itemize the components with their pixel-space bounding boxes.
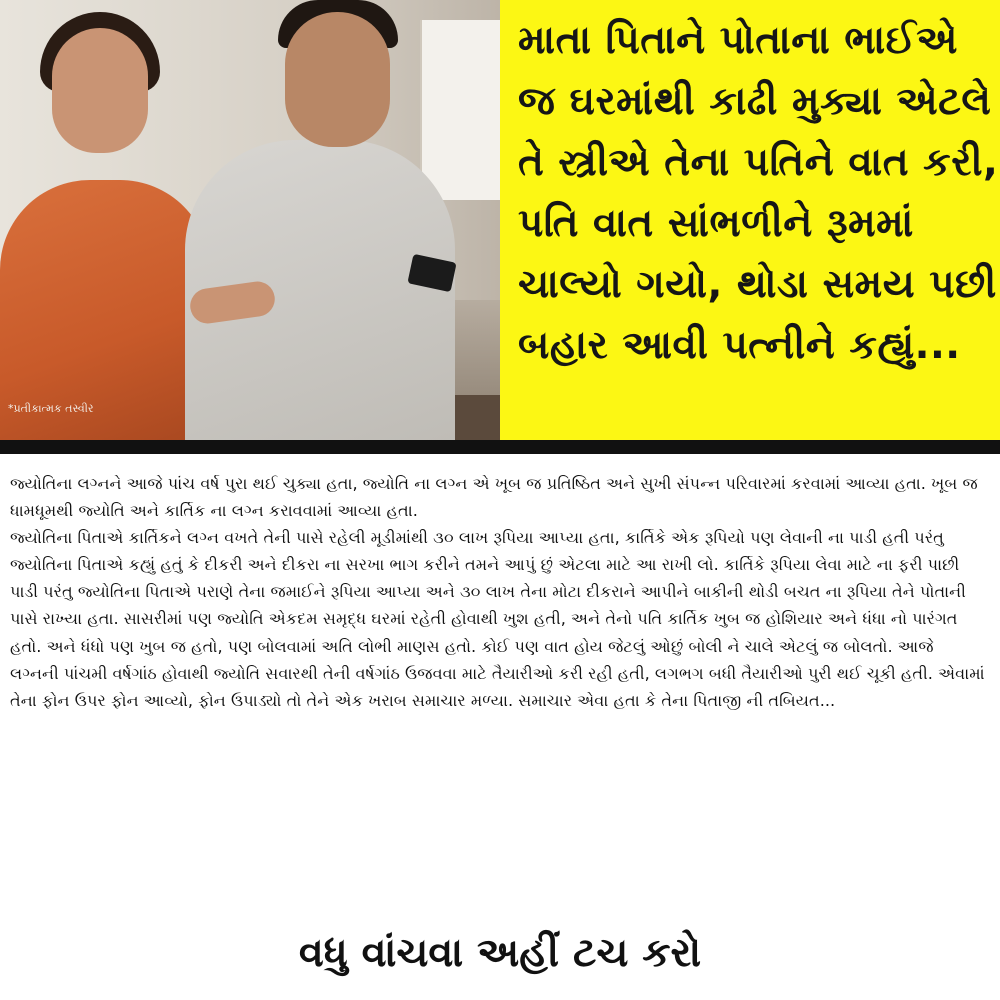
story-text	[10, 470, 985, 714]
headline-box	[500, 0, 1000, 440]
couple-photo	[0, 0, 500, 440]
header-section	[0, 0, 1000, 440]
story-paragraph: જ્યોતિના પિતાએ કાર્તિકને લગ્ન વખતે તેની પાસે રહેલી મૂડીમાંથી ૩૦ લાખ રૂપિયા આપ્યા હતા, કાર્તિકે એક રૂપિયો પણ લેવાની ના પાડી હતી પરંતુ જ્યોતિના પિતાએ કહ્યું હતું કે દીકરી અને દીકરા ના સરખા ભાગ કરીને તમને આપું છું એટલા માટે આ રાખી લો. કાર્તિકે રૂપિયા લેવા માટે ના ફરી પાછી પાડી પરંતુ જ્યોતિના પિતાએ પરાણે તેના જમાઈને રૂપિયા આપ્યા અને ૩૦ લાખ તેના મોટા દીકરાને આપીને બાકીની થોડી બચત ના રૂપિયા તેને પોતાની પાસે રાખ્યા હતા. સાસરીમાં પણ જ્યોતિ એકદમ સમૃદ્ધ ઘરમાં રહેતી હોવાથી ખુશ હતી, અને તેનો પતિ કાર્તિક ખુબ જ હોશિયાર અને ધંધા નો પારંગત હતો. અને ધંધો પણ ખુબ જ હતો, પણ બોલવામાં અતિ લોભી માણસ હતો. કોઈ પણ વાત હોય જેટલું ઓછું બોલી ને ચાલે એટલું જ બોલતો. આજે લગ્નની પાંચમી વર્ષગાંઠ હોવાથી જ્યોતિ સવારથી તેની વર્ષગાંઠ ઉજવવા માટે તૈયારીઓ કરી રહી હતી, લગભગ બધી તૈયારીઓ પુરી થઈ ચૂકી હતી. એવામાં તેના ફોન ઉપર ફોન આવ્યો, ફોન ઉપાડ્યો તો તેને એક ખરાબ સમાચાર મળ્યા. સમાચાર એવા હતા કે તેના પિતાજી ની તબિયત...	[10, 528, 985, 710]
divider-bar	[0, 440, 1000, 454]
headline-text: માતા પિતાને પોતાના ભાઈએ જ ઘરમાંથી કાઢી મુક્યા એટલે તે સ્ત્રીએ તેના પતિને વાત કરી, પતિ વાત સાંભળીને રૂમમાં ચાલ્યો ગયો, થોડા સમય પછી બહાર આવી પત્નીને કહ્યું...	[518, 18, 999, 368]
read-more-link[interactable]: વધુ વાંચવા અહીં ટચ કરો	[298, 930, 702, 976]
story-paragraph: જ્યોતિના લગ્નને આજે પાંચ વર્ષ પુરા થઈ ચુક્યા હતા, જ્યોતિ ના લગ્ન એ ખૂબ જ પ્રતિષ્ઠિત અને સુખી સંપન્ન પરિવારમાં કરવામાં આવ્યા હતા. ખૂબ જ ધામધૂમથી જ્યોતિ અને કાર્તિક ના લગ્ન કરાવવામાં આવ્યા હતા.	[10, 474, 978, 521]
woman-figure	[0, 180, 210, 440]
photo-caption: *પ્રતીકાત્મક તસ્વીર	[8, 402, 94, 415]
